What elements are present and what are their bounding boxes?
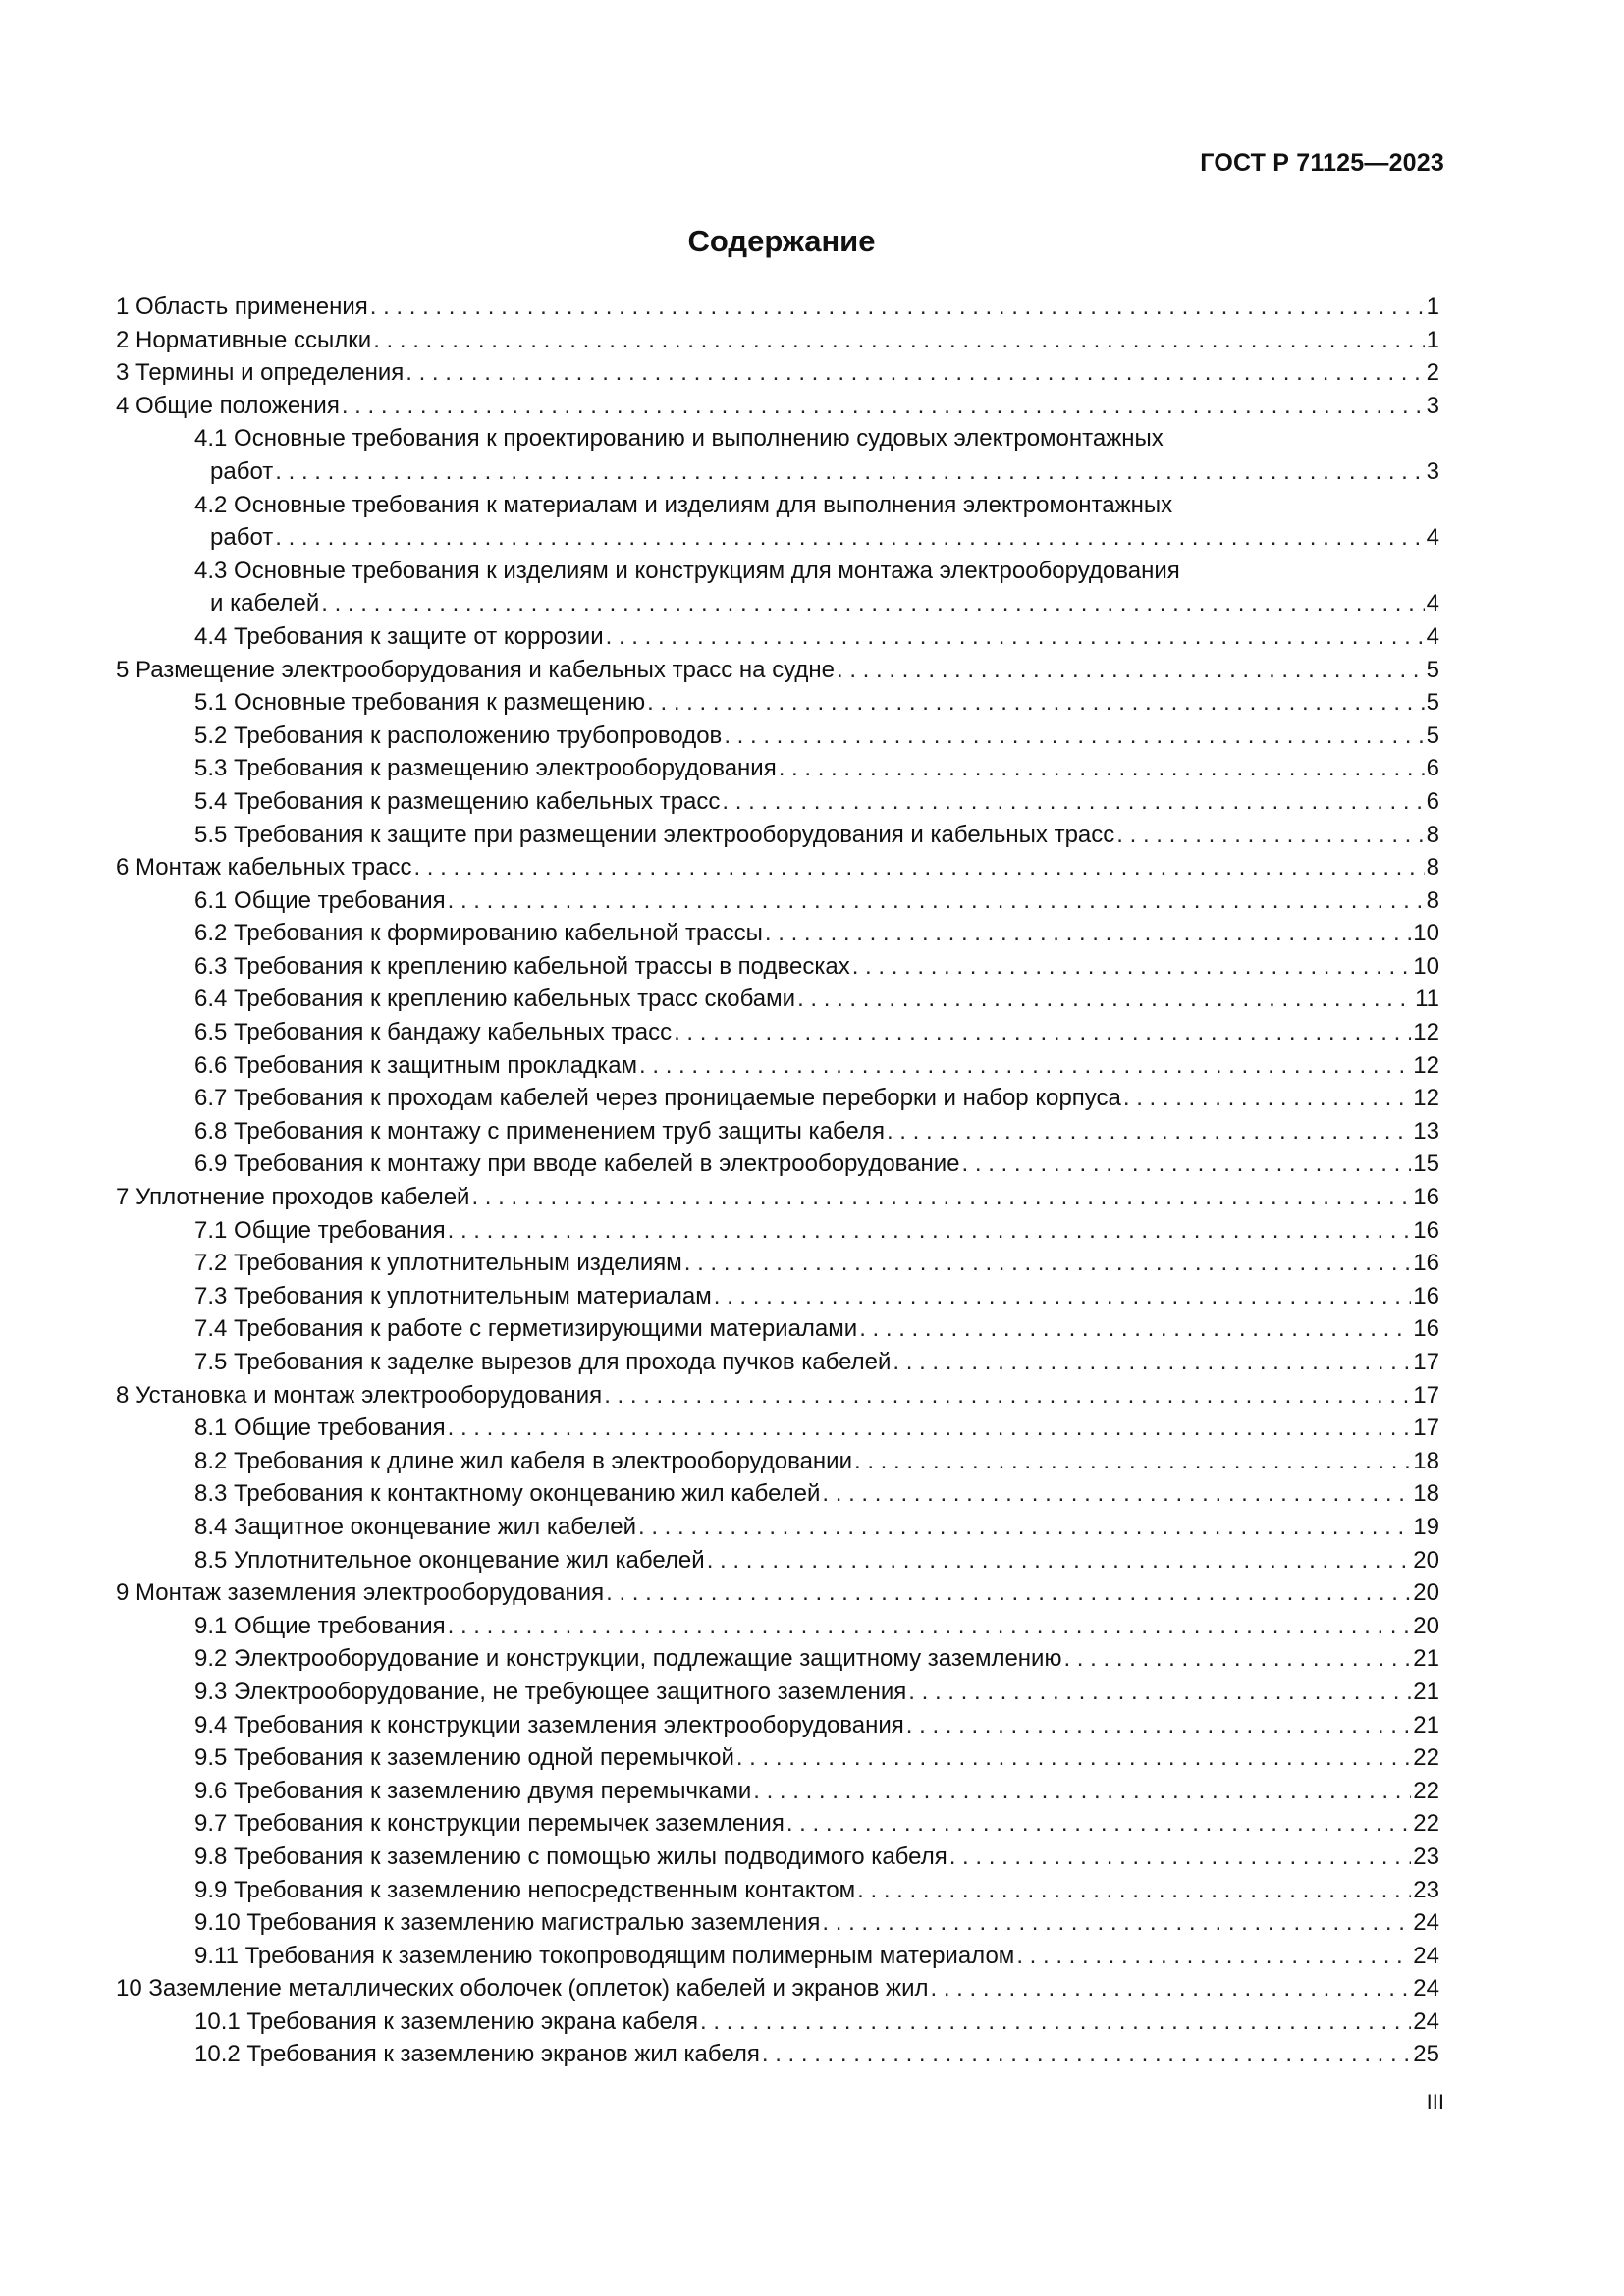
toc-entry-title: 9.2 Электрооборудование и конструкции, подлежащие защитному заземлению: [194, 1645, 1062, 1673]
toc-entry-title: 5.3 Требования к размещению электрооборудования: [194, 755, 777, 782]
toc-entry-page: 15: [1413, 1150, 1439, 1178]
toc-entry-title: 5 Размещение электрооборудования и кабельных трасс на судне: [116, 656, 835, 683]
toc-entry-page: 22: [1413, 1777, 1439, 1804]
dot-leader: [448, 1214, 1412, 1248]
dot-leader: [471, 1181, 1411, 1214]
toc-entry-page: 12: [1413, 1019, 1439, 1046]
toc-entry[interactable]: [194, 455, 1439, 489]
toc-entry-page: 4: [1426, 622, 1439, 650]
toc-entry-page: 24: [1413, 2007, 1439, 2035]
dot-leader: [859, 1312, 1411, 1346]
toc-entry[interactable]: [116, 1709, 1439, 1742]
toc-entry[interactable]: [116, 620, 1439, 654]
dot-leader: [448, 884, 1425, 918]
toc-entry[interactable]: [116, 324, 1439, 357]
toc-entry-page: 10: [1413, 920, 1439, 947]
dot-leader: [448, 1610, 1412, 1643]
toc-entry[interactable]: [116, 1906, 1439, 1940]
toc-entry-page: 17: [1413, 1415, 1439, 1442]
toc-entry-title: 6.6 Требования к защитным прокладкам: [194, 1051, 638, 1079]
page-number: III: [1426, 2090, 1444, 2114]
toc-entry-title: 5.1 Основные требования к размещению: [194, 689, 646, 717]
toc-entry[interactable]: [116, 752, 1439, 785]
toc-entry-page: 20: [1413, 1579, 1439, 1607]
toc-entry[interactable]: [116, 1741, 1439, 1775]
toc-entry-page: 22: [1413, 1744, 1439, 1772]
toc-entry-title: 7.2 Требования к уплотнительным изделиям: [194, 1250, 682, 1277]
toc-entry[interactable]: [116, 1940, 1439, 1973]
dot-leader: [647, 686, 1424, 720]
toc-entry[interactable]: [116, 1576, 1439, 1610]
toc-entry-page: 23: [1413, 1876, 1439, 1903]
toc-entry-page: 13: [1413, 1117, 1439, 1145]
toc-entry-title: 10.2 Требования к заземлению экранов жил кабеля: [194, 2041, 760, 2068]
toc-entry-title: 10 Заземление металлических оболочек (оплеток) кабелей и экранов жил: [116, 1975, 929, 2002]
toc-entry-title: 6.3 Требования к креплению кабельной трассы в подвесках: [194, 952, 850, 980]
toc-entry[interactable]: [116, 2005, 1439, 2039]
toc-entry[interactable]: [116, 356, 1439, 390]
toc-entry[interactable]: [116, 1115, 1439, 1148]
toc-entry[interactable]: [116, 1214, 1439, 1248]
toc-entry-title: 6.5 Требования к бандажу кабельных трасс: [194, 1019, 673, 1046]
toc-entry-page: 21: [1413, 1678, 1439, 1705]
toc-entry-page: 6: [1426, 787, 1439, 815]
toc-entry[interactable]: [116, 1247, 1439, 1280]
toc-entry-title: 5.2 Требования к расположению трубопроводов: [194, 721, 723, 749]
toc-entry-page: 8: [1426, 854, 1439, 881]
dot-leader: [606, 1576, 1411, 1610]
toc-entry[interactable]: [116, 291, 1439, 324]
dot-leader: [822, 1906, 1411, 1940]
toc-entry[interactable]: [116, 654, 1439, 687]
dot-leader: [275, 455, 1424, 489]
toc-entry[interactable]: [116, 1511, 1439, 1544]
dot-leader: [722, 785, 1424, 819]
dot-leader: [779, 752, 1425, 785]
toc-entry-page: 22: [1413, 1810, 1439, 1838]
toc-entry-title: 6.1 Общие требования: [194, 886, 446, 914]
dot-leader: [275, 521, 1424, 555]
toc-entry-page: 19: [1413, 1513, 1439, 1540]
toc-entry[interactable]: [116, 1841, 1439, 1874]
toc-entry-title: 9.9 Требования к заземлению непосредственным контактом: [194, 1876, 856, 1903]
toc-entry-page: 16: [1413, 1315, 1439, 1343]
toc-entry-title: 6 Монтаж кабельных трасс: [116, 854, 412, 881]
toc-entry-title: 9.8 Требования к заземлению с помощью жилы подводимого кабеля: [194, 1842, 947, 1870]
toc-entry[interactable]: [116, 1445, 1439, 1478]
toc-entry-page: 24: [1413, 1942, 1439, 1969]
table-of-contents: [116, 291, 1439, 2071]
dot-leader: [373, 324, 1424, 357]
toc-entry-page: 21: [1413, 1711, 1439, 1738]
toc-entry-page: 11: [1415, 986, 1439, 1013]
toc-entry-title: 9.3 Электрооборудование, не требующее защитного заземления: [194, 1678, 907, 1705]
dot-leader: [908, 1676, 1411, 1709]
toc-entry-page: 4: [1426, 590, 1439, 617]
toc-entry-page: 17: [1413, 1381, 1439, 1409]
toc-entry-title: 9.1 Общие требования: [194, 1612, 446, 1639]
toc-entry[interactable]: [116, 983, 1439, 1016]
toc-entry-title: 7.3 Требования к уплотнительным материалам: [194, 1282, 712, 1309]
toc-entry-title: 5.4 Требования к размещению кабельных трасс: [194, 787, 721, 815]
toc-entry[interactable]: [116, 1280, 1439, 1313]
dot-leader: [406, 356, 1424, 390]
toc-entry[interactable]: [116, 1049, 1439, 1083]
toc-entry[interactable]: [116, 884, 1439, 918]
toc-entry-page: 20: [1413, 1546, 1439, 1574]
toc-entry-title: 8.4 Защитное оконцевание жил кабелей: [194, 1513, 636, 1540]
dot-leader: [753, 1775, 1411, 1808]
toc-entry-title: работ: [210, 457, 274, 485]
dot-leader: [949, 1841, 1412, 1874]
toc-entry-title: 9 Монтаж заземления электрооборудования: [116, 1579, 605, 1607]
dot-leader: [822, 1477, 1411, 1511]
dot-leader: [1116, 819, 1424, 852]
toc-entry-title: 8 Установка и монтаж электрооборудования: [116, 1381, 603, 1409]
toc-entry-title: 9.5 Требования к заземлению одной перемычкой: [194, 1744, 734, 1772]
dot-leader: [684, 1247, 1412, 1280]
toc-entry[interactable]: [194, 587, 1439, 620]
dot-leader: [962, 1148, 1412, 1181]
toc-entry-page: 8: [1426, 886, 1439, 914]
dot-leader: [370, 291, 1425, 324]
toc-entry-title: 6.2 Требования к формированию кабельной трассы: [194, 920, 763, 947]
toc-entry-page: 24: [1413, 1975, 1439, 2002]
dot-leader: [606, 620, 1425, 654]
dot-leader: [1063, 1642, 1411, 1676]
toc-entry-title: 5.5 Требования к защите при размещении электрооборудования и кабельных трасс: [194, 821, 1115, 848]
toc-entry-title: 10.1 Требования к заземлению экрана кабеля: [194, 2007, 698, 2035]
toc-entry[interactable]: [116, 1775, 1439, 1808]
toc-entry-page: 1: [1426, 326, 1439, 353]
toc-entry-title: 9.11 Требования к заземлению токопроводящим полимерным материалом: [194, 1942, 1015, 1969]
toc-entry-title: 7.1 Общие требования: [194, 1216, 446, 1244]
toc-entry[interactable]: [116, 1181, 1439, 1214]
toc-entry[interactable]: [116, 851, 1439, 884]
toc-entry-page: 18: [1413, 1480, 1439, 1508]
toc-entry-title: 8.5 Уплотнительное оконцевание жил кабелей: [194, 1546, 705, 1574]
toc-entry-title: 8.2 Требования к длине жил кабеля в электрооборудовании: [194, 1447, 852, 1474]
dot-leader: [852, 950, 1412, 984]
toc-entry[interactable]: [116, 950, 1439, 984]
toc-entry-title: 6.9 Требования к монтажу при вводе кабелей в электрооборудование: [194, 1150, 960, 1178]
toc-entry-page: 17: [1413, 1349, 1439, 1375]
dot-leader: [321, 587, 1424, 620]
dot-leader: [714, 1280, 1412, 1313]
toc-entry[interactable]: [116, 1676, 1439, 1709]
dot-leader: [674, 1016, 1411, 1049]
dot-leader: [736, 1741, 1411, 1775]
dot-leader: [1123, 1082, 1411, 1115]
toc-entry-title: 4 Общие положения: [116, 392, 340, 419]
toc-entry-page: 3: [1426, 392, 1439, 419]
toc-entry-page: 24: [1413, 1909, 1439, 1937]
dot-leader: [639, 1049, 1411, 1083]
toc-entry-title-line1: 4.3 Основные требования к изделиям и конструкциям для монтажа электрооборудования: [194, 557, 1180, 584]
toc-entry-page: 20: [1413, 1612, 1439, 1639]
toc-entry-title: 6.8 Требования к монтажу с применением труб защиты кабеля: [194, 1117, 885, 1145]
toc-entry[interactable]: [116, 917, 1439, 950]
toc-entry-page: 1: [1426, 294, 1439, 320]
dot-leader: [893, 1346, 1411, 1379]
toc-entry-title: 7.5 Требования к заделке вырезов для прохода пучков кабелей: [194, 1349, 892, 1375]
toc-entry-page: 16: [1413, 1282, 1439, 1309]
toc-entry[interactable]: [116, 390, 1439, 423]
document-code: ГОСТ Р 71125—2023: [1200, 149, 1444, 177]
dot-leader: [1016, 1940, 1411, 1973]
toc-entry-title: работ: [210, 524, 274, 552]
toc-entry-page: 16: [1413, 1216, 1439, 1244]
toc-entry-page: 23: [1413, 1842, 1439, 1870]
dot-leader: [638, 1511, 1411, 1544]
dot-leader: [448, 1412, 1412, 1445]
toc-entry-page: 25: [1413, 2041, 1439, 2068]
toc-entry-title: 8.3 Требования к контактному оконцеванию жил кабелей: [194, 1480, 821, 1508]
toc-entry-title: 6.7 Требования к проходам кабелей через проницаемые переборки и набор корпуса: [194, 1085, 1121, 1112]
toc-entry-page: 12: [1413, 1085, 1439, 1112]
toc-entry-title: и кабелей: [210, 590, 320, 617]
toc-entry-title: 9.6 Требования к заземлению двумя перемычками: [194, 1777, 752, 1804]
toc-entry-page: 5: [1426, 721, 1439, 749]
toc-entry-page: 4: [1426, 524, 1439, 552]
toc-entry[interactable]: [116, 1412, 1439, 1445]
toc-entry-title-line1: 4.2 Основные требования к материалам и изделиям для выполнения электромонтажных: [194, 491, 1173, 518]
toc-entry[interactable]: [116, 2038, 1439, 2071]
toc-entry[interactable]: [116, 785, 1439, 819]
toc-entry-page: 8: [1426, 821, 1439, 848]
toc-entry[interactable]: [116, 1082, 1439, 1115]
toc-entry-title: 6.4 Требования к креплению кабельных трасс скобами: [194, 986, 796, 1013]
toc-entry-page: 6: [1426, 755, 1439, 782]
page-title: Содержание: [687, 224, 876, 258]
dot-leader: [797, 983, 1413, 1016]
dot-leader: [930, 1972, 1411, 2005]
toc-entry-page: 16: [1413, 1250, 1439, 1277]
toc-entry-multiline[interactable]: [116, 489, 1439, 555]
toc-entry[interactable]: [116, 720, 1439, 753]
toc-entry-title: 9.4 Требования к конструкции заземления электрооборудования: [194, 1711, 904, 1738]
toc-entry-title: 8.1 Общие требования: [194, 1415, 446, 1442]
dot-leader: [700, 2005, 1411, 2039]
dot-leader: [413, 851, 1424, 884]
dot-leader: [906, 1709, 1412, 1742]
toc-entry-page: 12: [1413, 1051, 1439, 1079]
toc-entry-title-line1: 4.1 Основные требования к проектированию и выполнению судовых электромонтажных: [194, 425, 1164, 453]
toc-entry-page: 5: [1426, 656, 1439, 683]
toc-entry-page: 3: [1426, 457, 1439, 485]
toc-entry[interactable]: [116, 1379, 1439, 1413]
toc-entry-multiline[interactable]: [116, 555, 1439, 620]
toc-entry[interactable]: [116, 1016, 1439, 1049]
dot-leader: [786, 1807, 1411, 1841]
toc-entry[interactable]: [116, 1972, 1439, 2005]
dot-leader: [854, 1445, 1411, 1478]
dot-leader: [887, 1115, 1411, 1148]
toc-entry[interactable]: [116, 1148, 1439, 1181]
toc-entry-page: 16: [1413, 1184, 1439, 1211]
toc-entry-page: 2: [1426, 359, 1439, 387]
toc-entry[interactable]: [116, 1807, 1439, 1841]
toc-entry-title: 7 Уплотнение проходов кабелей: [116, 1184, 470, 1211]
toc-entry-page: 10: [1413, 952, 1439, 980]
toc-entry-page: 18: [1413, 1447, 1439, 1474]
toc-entry[interactable]: [116, 1477, 1439, 1511]
toc-entry-title: 1 Область применения: [116, 294, 368, 320]
toc-entry[interactable]: [116, 686, 1439, 720]
toc-entry-multiline[interactable]: [116, 422, 1439, 488]
toc-entry[interactable]: [116, 1544, 1439, 1577]
dot-leader: [342, 390, 1425, 423]
toc-entry[interactable]: [116, 1610, 1439, 1643]
toc-entry-title: 7.4 Требования к работе с герметизирующими материалами: [194, 1315, 858, 1343]
toc-entry[interactable]: [116, 1312, 1439, 1346]
toc-entry-title: 9.10 Требования к заземлению магистралью заземления: [194, 1909, 821, 1937]
toc-entry[interactable]: [116, 1346, 1439, 1379]
toc-entry[interactable]: [194, 521, 1439, 555]
dot-leader: [724, 720, 1424, 753]
toc-entry[interactable]: [116, 1874, 1439, 1907]
toc-entry[interactable]: [116, 1642, 1439, 1676]
toc-entry-page: 5: [1426, 689, 1439, 717]
dot-leader: [765, 917, 1411, 950]
toc-entry[interactable]: [116, 819, 1439, 852]
toc-entry-title: 9.7 Требования к конструкции перемычек заземления: [194, 1810, 785, 1838]
toc-entry-title: 4.4 Требования к защите от коррозии: [194, 622, 604, 650]
dot-leader: [857, 1874, 1411, 1907]
toc-entry-title: 2 Нормативные ссылки: [116, 326, 372, 353]
toc-entry-page: 21: [1413, 1645, 1439, 1673]
dot-leader: [837, 654, 1425, 687]
dot-leader: [762, 2038, 1411, 2071]
dot-leader: [707, 1544, 1412, 1577]
dot-leader: [604, 1379, 1411, 1413]
toc-entry-title: 3 Термины и определения: [116, 359, 405, 387]
